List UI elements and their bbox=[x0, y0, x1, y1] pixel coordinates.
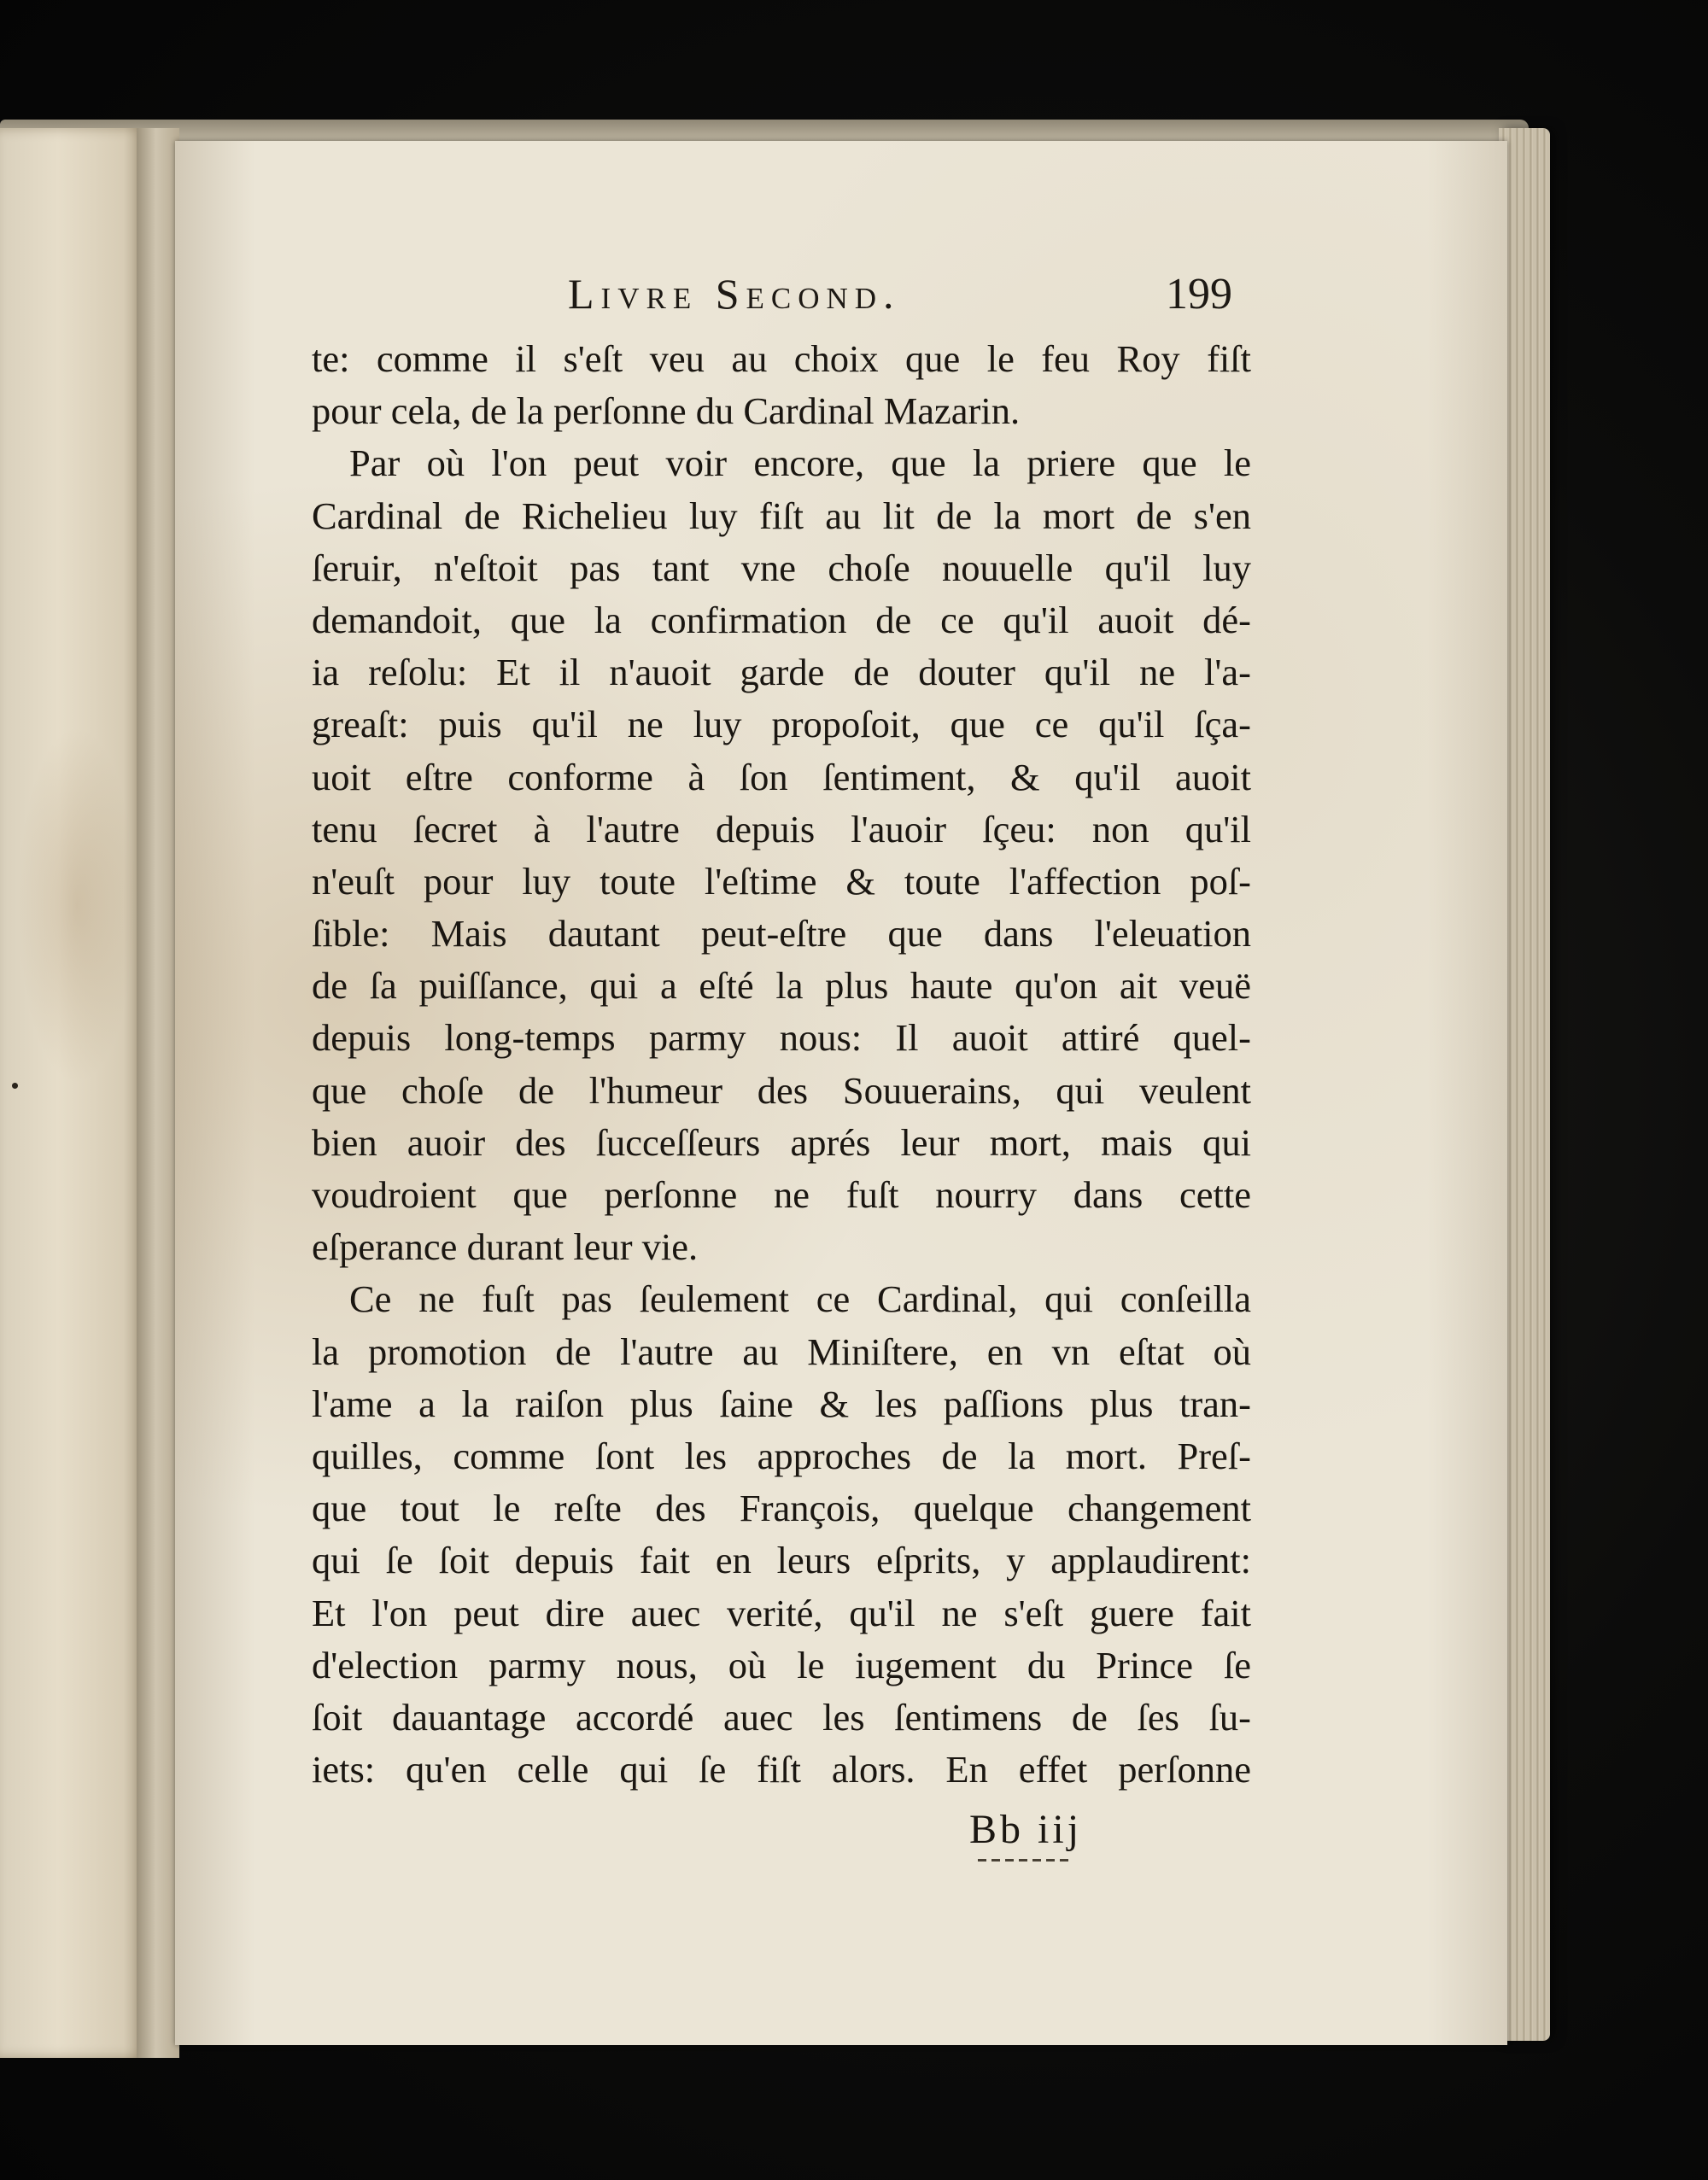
text-line: Et l'on peut dire auec verité, qu'il ne s'eſt guere fait bbox=[312, 1591, 1251, 1634]
text-line: voudroient que perſonne ne fuſt nourry dans cette bbox=[312, 1173, 1251, 1216]
text-line: pour cela, de la perſonne du Cardinal Mazarin. bbox=[312, 389, 1021, 433]
paper-stain bbox=[17, 726, 137, 1084]
text-line: demandoit, que la confirmation de ce qu'il auoit dé- bbox=[312, 598, 1251, 641]
text-line: depuis long-temps parmy nous: Il auoit attiré quel- bbox=[312, 1016, 1251, 1060]
text-line: ſoit dauantage accordé auec les ſentimens de ſes ſu- bbox=[312, 1695, 1251, 1739]
text-line: Ce ne fuſt pas ſeulement ce Cardinal, qui conſeilla bbox=[349, 1277, 1251, 1321]
body-text bbox=[312, 333, 1251, 1796]
running-title: Livre Second. bbox=[568, 270, 901, 318]
text-line: que choſe de l'humeur des Souuerains, qui veulent bbox=[312, 1068, 1251, 1112]
text-line: la promotion de l'autre au Miniſtere, en vn eſtat où bbox=[312, 1330, 1251, 1373]
text-line: n'euſt pour luy toute l'eſtime & toute l'affection poſ- bbox=[312, 859, 1251, 903]
text-line: ia reſolu: Et il n'auoit garde de douter qu'il ne l'a- bbox=[312, 651, 1251, 694]
text-line: ſeruir, n'eſtoit pas tant vne choſe nouuelle qu'il luy bbox=[312, 546, 1251, 589]
text-line: quilles, comme ſont les approches de la mort. Preſ- bbox=[312, 1434, 1251, 1477]
text-line: d'election parmy nous, où le iugement du Prince ſe bbox=[312, 1643, 1251, 1686]
book-gutter bbox=[137, 128, 179, 2058]
text-line: Cardinal de Richelieu luy fiſt au lit de la mort de s'en bbox=[312, 494, 1251, 537]
text-line: uoit eſtre conforme à ſon ſentiment, & qu'il auoit bbox=[312, 755, 1251, 798]
text-line: bien auoir des ſucceſſeurs aprés leur mort, mais qui bbox=[312, 1120, 1251, 1164]
text-line: tenu ſecret à l'autre depuis l'auoir ſçeu: non qu'il bbox=[312, 807, 1251, 850]
text-line: Par où l'on peut voir encore, que la priere que le bbox=[349, 441, 1251, 485]
text-line: ſible: Mais dautant peut-eſtre que dans l'eleuation bbox=[312, 912, 1251, 956]
text-line: greaſt: puis qu'il ne luy propoſoit, que ce qu'il ſça- bbox=[312, 703, 1251, 746]
page-number: 199 bbox=[1166, 270, 1232, 319]
text-line: eſperance durant leur vie. bbox=[312, 1225, 699, 1269]
signature-mark: Bb iij bbox=[969, 1807, 1083, 1852]
running-head bbox=[175, 269, 1507, 329]
text-line: l'ame a la raiſon plus ſaine & les paſſions plus tran- bbox=[312, 1382, 1251, 1425]
text-line: te: comme il s'eſt veu au choix que le feu Roy fiſt bbox=[312, 337, 1251, 380]
ink-dot bbox=[12, 1083, 18, 1089]
text-line: qui ſe ſoit depuis fait en leurs eſprits, y applaudirent: bbox=[312, 1539, 1251, 1582]
left-facing-page bbox=[0, 128, 145, 2058]
book-page bbox=[175, 141, 1507, 2045]
signature-underline bbox=[978, 1859, 1072, 1861]
text-line: que tout le reſte des François, quelque changement bbox=[312, 1487, 1251, 1530]
text-line: iets: qu'en celle qui ſe fiſt alors. En effet perſonne bbox=[312, 1748, 1251, 1791]
text-line: de ſa puiſſance, qui a eſté la plus haute qu'on ait veuë bbox=[312, 964, 1251, 1008]
